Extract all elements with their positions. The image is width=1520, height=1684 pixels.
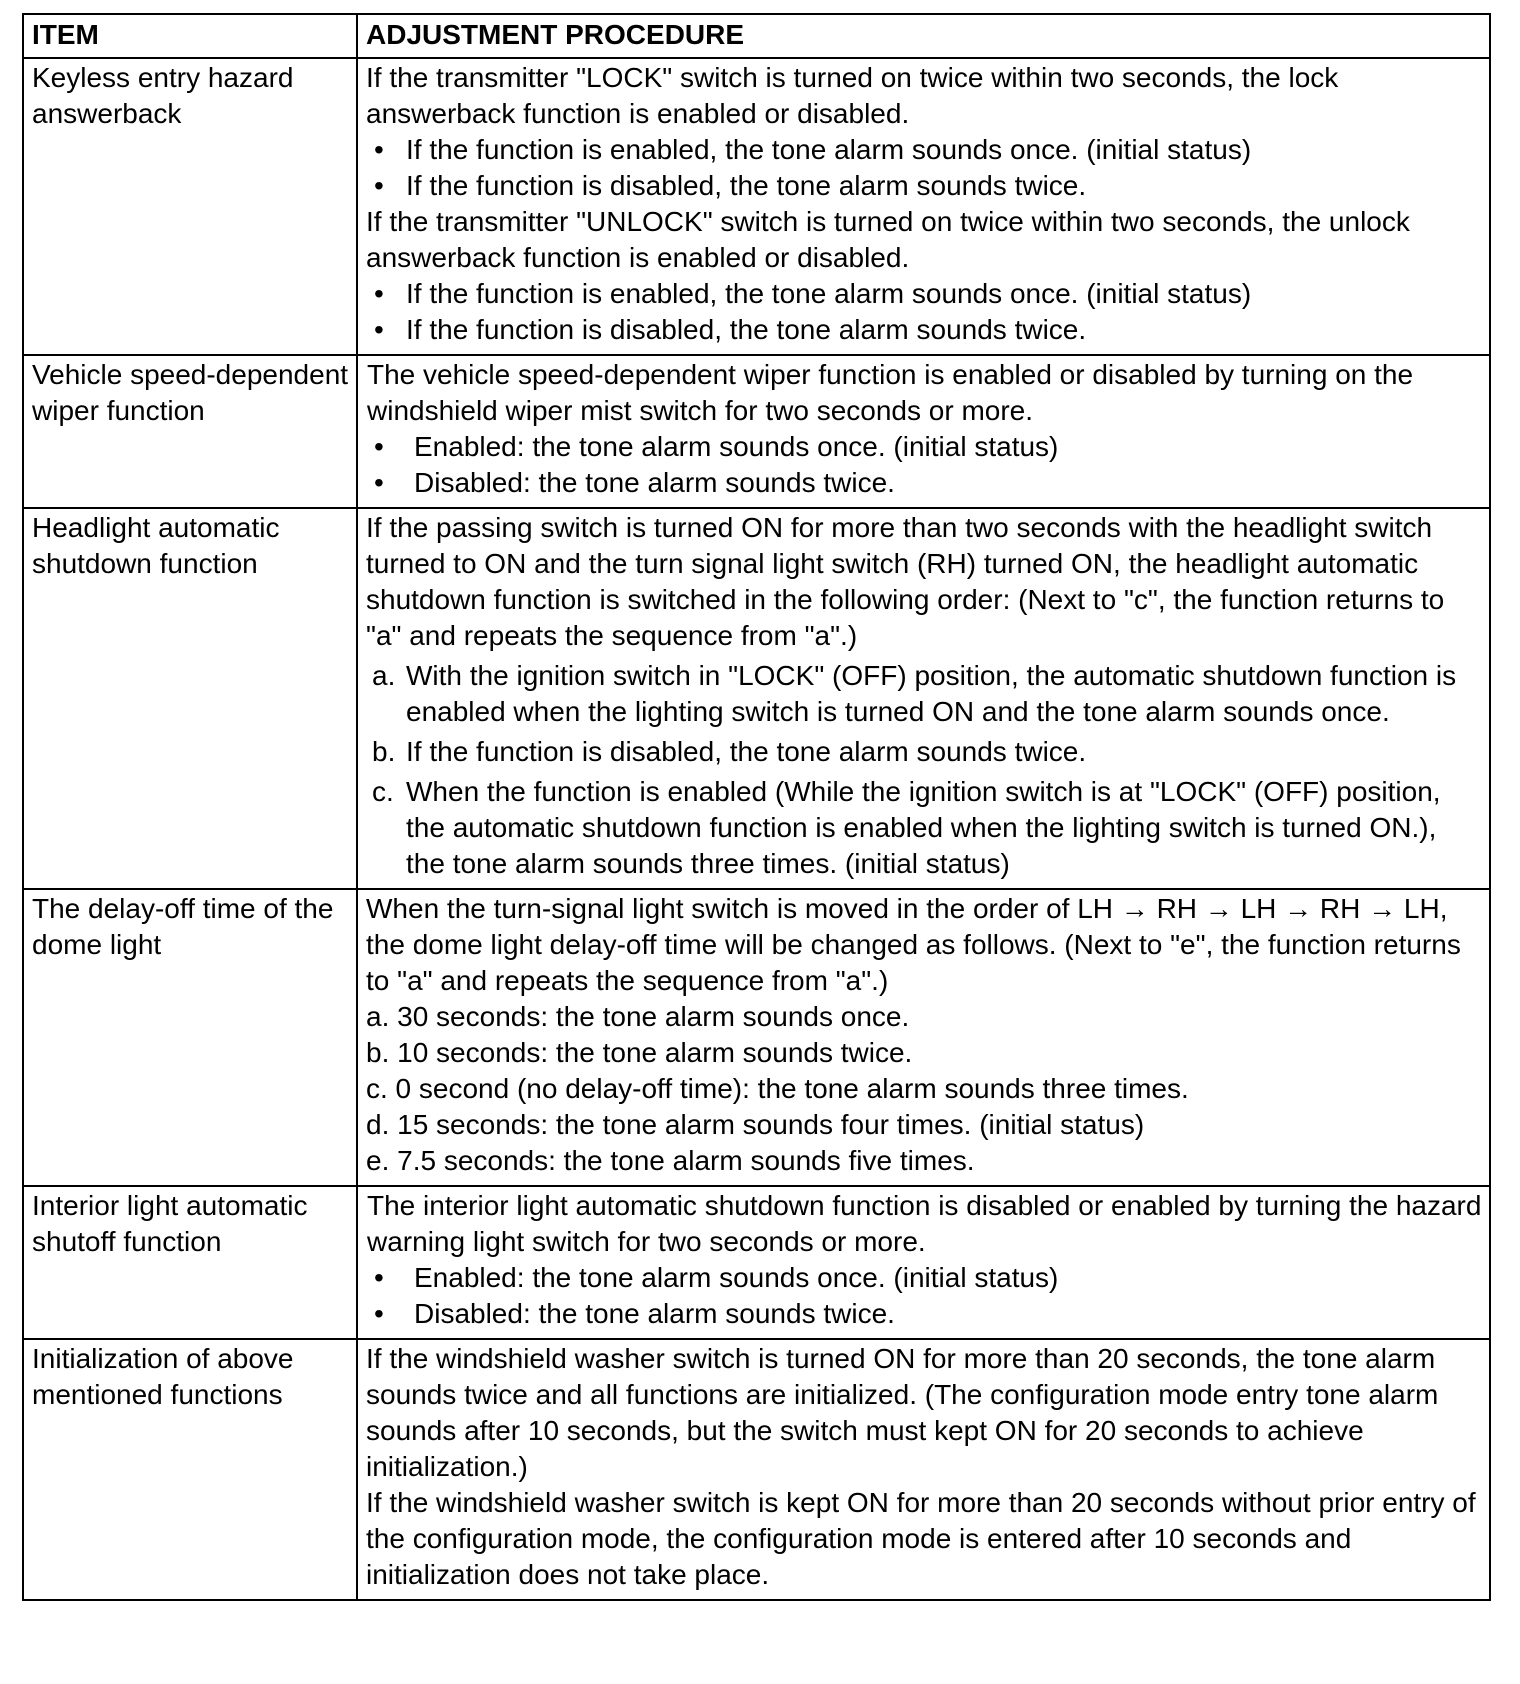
bullet-text: Enabled: the tone alarm sounds once. (initial status) [414,1262,1059,1293]
procedure-paragraph: If the transmitter "LOCK" switch is turned on twice within two seconds, the lock answerback function is enabled or disabled. [366,62,1339,129]
delay-line: c. 0 second (no delay-off time): the tone alarm sounds three times. [366,1073,1189,1104]
list-item [366,774,1483,882]
adjustment-table [22,13,1491,1601]
item-cell: Interior light automatic shutoff function [23,1186,357,1339]
bullet-item [366,168,1483,204]
bullet-icon: • [374,278,384,309]
bullet-item [366,1260,1483,1296]
bullet-icon: • [374,134,384,165]
bullet-icon: • [374,314,384,345]
procedure-paragraph: When the turn-signal light switch is moved in the order of LH → RH → LH → RH → LH, the dome light delay-off time will be changed as follows. (Next to "e", the function returns to "a" and repeats the sequence from "a".) [366,893,1461,996]
item-cell: Headlight automatic shutdown function [23,508,357,889]
bullet-text: If the function is enabled, the tone alarm sounds once. (initial status) [406,134,1252,165]
list-text: With the ignition switch in "LOCK" (OFF) position, the automatic shutdown function is enabled when the lighting switch is turned ON and the tone alarm sounds once. [406,660,1457,727]
item-cell: Vehicle speed-dependent wiper function [23,355,357,508]
bullet-item [366,276,1483,312]
table-row [23,1186,1490,1339]
list-item [366,734,1483,770]
bullet-icon: • [374,1262,384,1293]
procedure-cell [357,58,1490,355]
bullet-item [366,1296,1483,1332]
list-label: c. [372,776,394,807]
bullet-item [366,132,1483,168]
bullet-text: Enabled: the tone alarm sounds once. (initial status) [414,431,1059,462]
procedure-cell [357,889,1490,1186]
procedure-paragraph: If the transmitter "UNLOCK" switch is turned on twice within two seconds, the unlock answerback function is enabled or disabled. [366,206,1410,273]
bullet-text: Disabled: the tone alarm sounds twice. [414,467,895,498]
bullet-icon: • [374,170,384,201]
bullet-text: If the function is disabled, the tone alarm sounds twice. [406,314,1087,345]
bullet-text: If the function is disabled, the tone alarm sounds twice. [406,170,1087,201]
procedure-paragraph: If the windshield washer switch is turned ON for more than 20 seconds, the tone alarm sounds twice and all functions are initialized. (The configuration mode entry tone alarm sounds after 10 seconds, but the switch must kept ON for 20 seconds to achieve initialization.) [366,1343,1439,1482]
item-cell: Initialization of above mentioned functions [23,1339,357,1600]
list-item [366,658,1483,730]
list-text: If the function is disabled, the tone alarm sounds twice. [406,736,1087,767]
procedure-cell [357,1339,1490,1600]
bullet-text: Disabled: the tone alarm sounds twice. [414,1298,895,1329]
table-row [23,58,1490,355]
table-row [23,508,1490,889]
header-item: ITEM [23,14,357,58]
bullet-item [366,429,1483,465]
list-text: When the function is enabled (While the ignition switch is at "LOCK" (OFF) position, the automatic shutdown function is enabled when the lighting switch is turned ON.), the tone alarm sounds three times. (initial status) [406,776,1441,879]
header-procedure: ADJUSTMENT PROCEDURE [357,14,1490,58]
table-row [23,889,1490,1186]
procedure-cell [357,1186,1490,1339]
procedure-paragraph: If the passing switch is turned ON for more than two seconds with the headlight switch turned to ON and the turn signal light switch (RH) turned ON, the headlight automatic shutdown function is switched in the following order: (Next to "c", the function returns to "a" and repeats the sequence from "a".) [366,512,1445,651]
bullet-text: If the function is enabled, the tone alarm sounds once. (initial status) [406,278,1252,309]
bullet-icon: • [374,1298,384,1329]
delay-line: d. 15 seconds: the tone alarm sounds four times. (initial status) [366,1109,1145,1140]
delay-line: a. 30 seconds: the tone alarm sounds once. [366,1001,910,1032]
procedure-paragraph: The interior light automatic shutdown function is disabled or enabled by turning the hazard warning light switch for two seconds or more. [367,1190,1482,1257]
bullet-item [366,465,1483,501]
table-row [23,355,1490,508]
bullet-icon: • [374,467,384,498]
item-cell: The delay-off time of the dome light [23,889,357,1186]
procedure-paragraph: If the windshield washer switch is kept ON for more than 20 seconds without prior entry of the configuration mode, the configuration mode is entered after 10 seconds and initialization does not take place. [366,1487,1476,1590]
item-cell: Keyless entry hazard answerback [23,58,357,355]
delay-line: b. 10 seconds: the tone alarm sounds twice. [366,1037,913,1068]
list-label: b. [372,736,396,767]
delay-line: e. 7.5 seconds: the tone alarm sounds five times. [366,1145,975,1176]
procedure-cell [357,355,1490,508]
procedure-paragraph: The vehicle speed-dependent wiper function is enabled or disabled by turning on the windshield wiper mist switch for two seconds or more. [367,359,1414,426]
bullet-icon: • [374,431,384,462]
bullet-item [366,312,1483,348]
header-row [23,14,1490,58]
list-label: a. [372,660,396,691]
table-row [23,1339,1490,1600]
procedure-cell [357,508,1490,889]
